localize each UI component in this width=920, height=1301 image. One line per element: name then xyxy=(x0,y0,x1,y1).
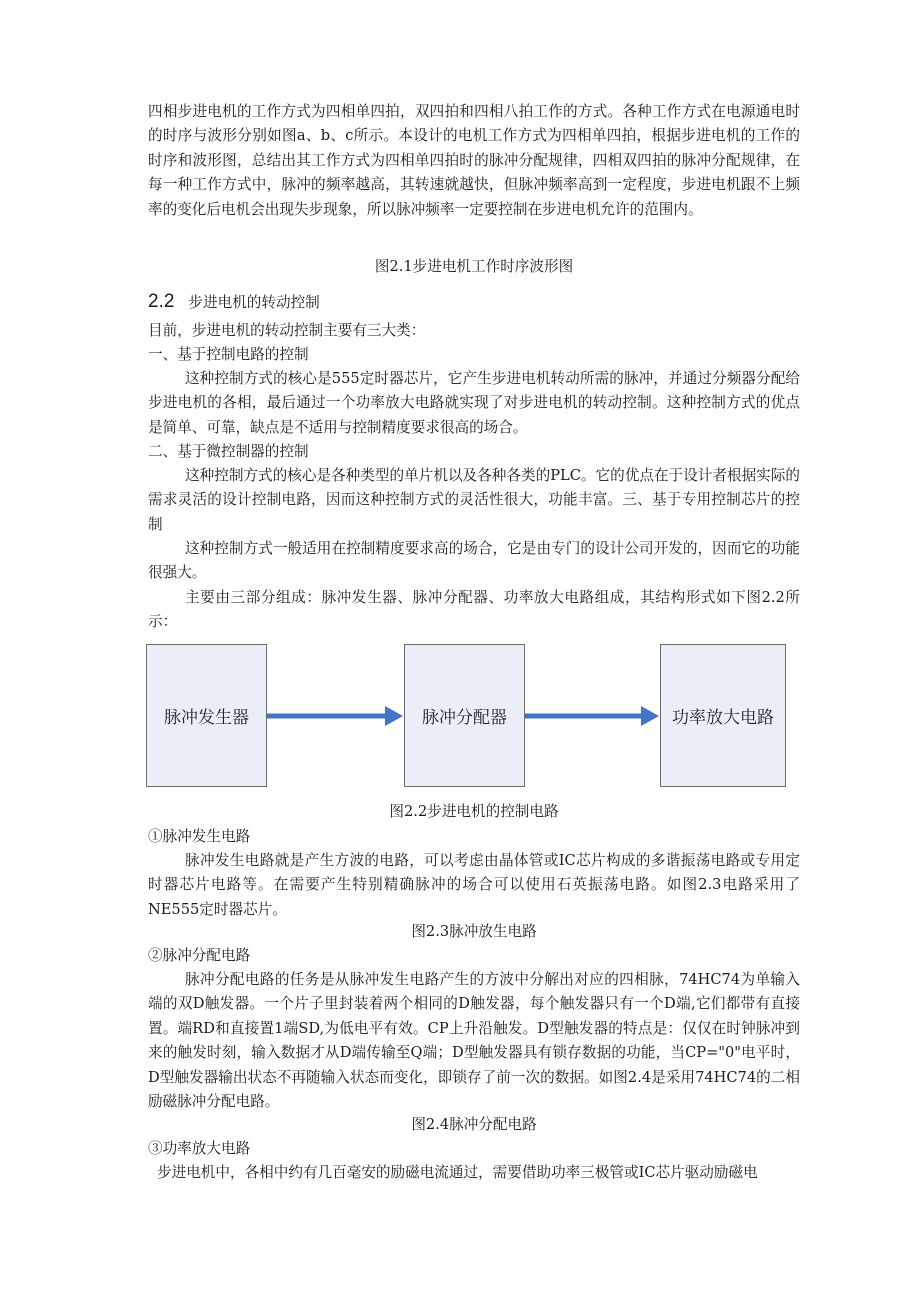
type2-title: 二、基于微控制器的控制 xyxy=(148,443,309,460)
power-amplifier-box: 功率放大电路 xyxy=(660,644,786,787)
figure-2-3-caption: 图2.3脉冲放生电路 xyxy=(411,923,537,940)
type1-title: 一、基于控制电路的控制 xyxy=(148,346,309,363)
section-heading xyxy=(148,290,800,315)
type3-body: 这种控制方式一般适用在控制精度要求高的场合，它是由专门的设计公司开发的，因而它的功能很强大。 xyxy=(148,540,800,582)
type2-body: 这种控制方式的核心是各种类型的单片机以及各种各类的PLC。它的优点在于设计者根据实际的需求灵活的设计控制电路，因而这种控制方式的灵活性很大，功能丰富。三、基于专用控制芯片的控制 xyxy=(148,467,800,533)
power-amp-title: ③功率放大电路 xyxy=(148,1140,251,1157)
structure-intro: 主要由三部分组成：脉冲发生器、脉冲分配器、功率放大电路组成，其结构形式如下图2.2所示： xyxy=(148,589,800,631)
power-amp-body: 步进电机中，各相中约有几百毫安的励磁电流通过，需要借助功率三极管或IC芯片驱动励磁电 xyxy=(157,1164,758,1181)
arrow-icon xyxy=(267,704,404,728)
section-title: 步进电机的转动控制 xyxy=(188,294,320,311)
arrow-icon xyxy=(525,704,660,728)
type1-body: 这种控制方式的核心是555定时器芯片，它产生步进电机转动所需的脉冲，并通过分频器分配给步进电机的各相，最后通过一个功率放大电路就实现了对步进电机的转动控制。这种控制方式的优点是简单、可靠，缺点是不适用与控制精度要求很高的场合。 xyxy=(148,370,800,436)
section-number: 2.2 xyxy=(148,291,175,312)
figure-2-1-caption: 图2.1步进电机工作时序波形图 xyxy=(374,258,574,275)
figure-2-4-caption: 图2.4脉冲分配电路 xyxy=(411,1116,537,1133)
pulse-gen-title: ①脉冲发生电路 xyxy=(148,828,251,845)
intro-paragraph: 四相步进电机的工作方式为四相单四拍，双四拍和四相八拍工作的方式。各种工作方式在电源通电时的时序与波形分别如图a、b、c所示。本设计的电机工作方式为四相单四拍，根据步进电机的工作的时序和波形图，总结出其工作方式为四相单四拍时的脉冲分配规律，四相双四拍的脉冲分配规律，在每一种工作方式中，脉冲的频率越高，其转速就越快，但脉冲频率高到一定程度，步进电机跟不上频率的变化后电机会出现失步现象，所以脉冲频率一定要控制在步进电机允许的范围内。 xyxy=(148,103,800,218)
control-circuit-diagram xyxy=(146,644,786,790)
pulse-dist-body: 脉冲分配电路的任务是从脉冲发生电路产生的方波中分解出对应的四相脉，74HC74为单输入端的双D触发器。一个片子里封装着两个相同的D触发器，每个触发器只有一个D端,它们都带有直接置。端RD和直接置1端SD,为低电平有效。CP上升沿触发。D型触发器的特点是：仅仅在时钟脉冲到来的触发时刻，输入数据才从D端传输至Q端；D型触发器具有锁存数据的功能，当CP="0"电平时，D型触发器输出状态不再随输入状态而变化，即锁存了前一次的数据。如图2.4是采用74HC74的二相励磁脉冲分配电路。 xyxy=(148,971,800,1111)
pulse-generator-box: 脉冲发生器 xyxy=(146,644,267,787)
pulse-distributor-box: 脉冲分配器 xyxy=(404,644,525,787)
pulse-gen-body: 脉冲发生电路就是产生方波的电路，可以考虑由晶体管或IC芯片构成的多谐振荡电路或专用定时器芯片电路等。在需要产生特别精确脉冲的场合可以使用石英振荡电路。如图2.3电路采用了NE555定时器芯片。 xyxy=(148,852,800,918)
figure-2-2-caption: 图2.2步进电机的控制电路 xyxy=(389,803,559,820)
three-types-line: 目前，步进电机的转动控制主要有三大类： xyxy=(148,322,426,339)
pulse-dist-title: ②脉冲分配电路 xyxy=(148,947,251,964)
